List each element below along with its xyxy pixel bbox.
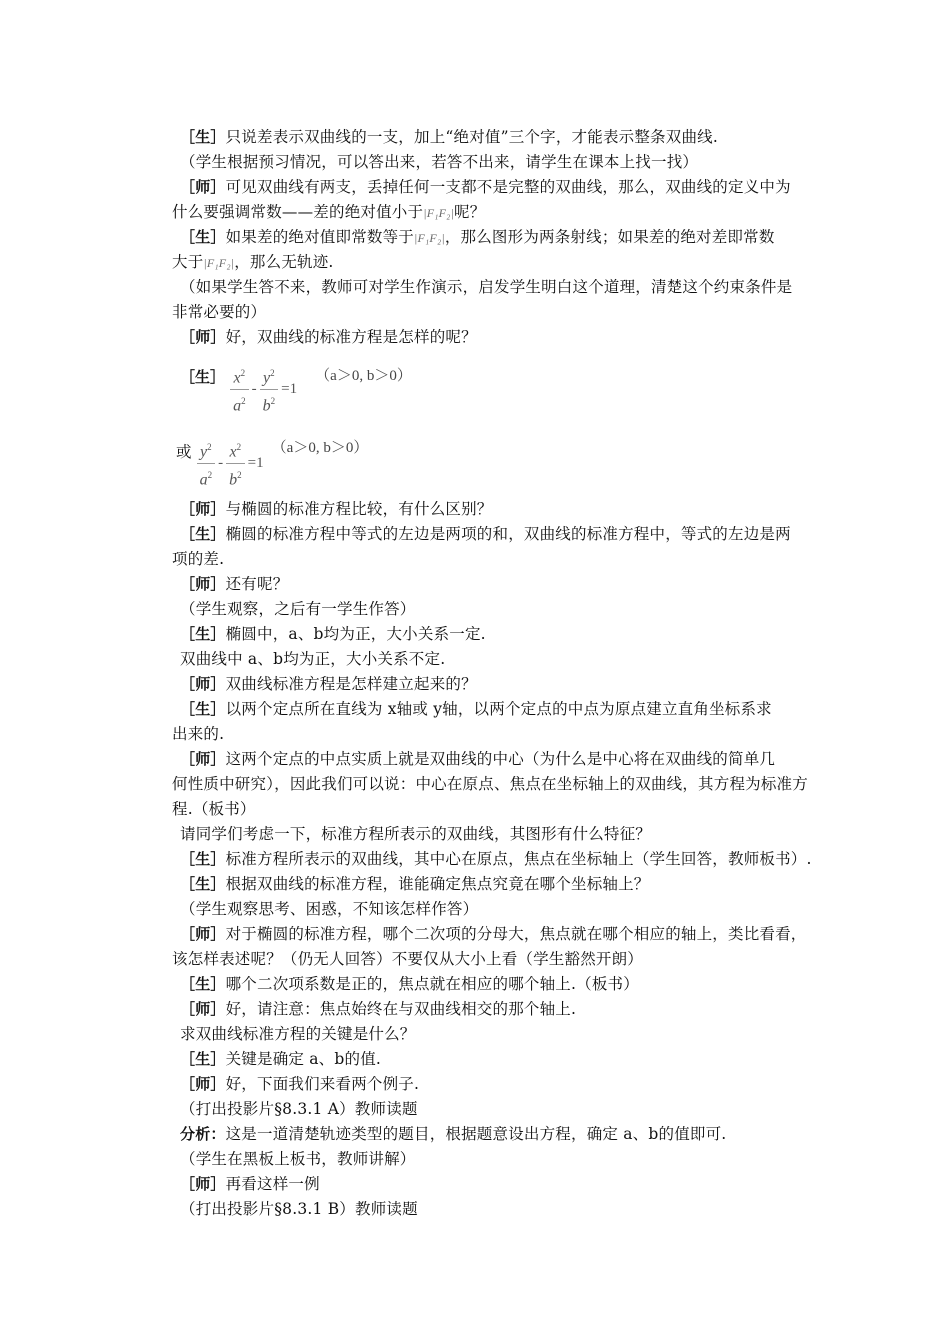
line-25 xyxy=(180,874,650,894)
speaker-tag: ［师］ xyxy=(180,1075,226,1093)
line-text: 程.（板书） xyxy=(172,800,256,818)
speaker-tag: ［生］ xyxy=(180,700,226,718)
line-8 xyxy=(172,302,266,322)
speaker-tag: ［生］ xyxy=(180,228,226,246)
minus-sign: - xyxy=(251,381,257,398)
line-text: （学生观察思考、困惑，不知该怎样作答） xyxy=(180,900,479,918)
line-3 xyxy=(180,177,791,197)
line-text: 还有呢？ xyxy=(225,575,289,593)
line-18 xyxy=(180,699,772,719)
line-16 xyxy=(180,649,445,669)
abs-f1f2: |F₁F₂| xyxy=(203,256,235,270)
line-27 xyxy=(180,924,807,944)
speaker-tag: ［师］ xyxy=(180,328,226,346)
abs-f1f2: |F₁F₂| xyxy=(414,231,445,245)
speaker-tag: ［师］ xyxy=(180,675,226,693)
speaker-tag: ［生］ xyxy=(180,525,226,543)
fraction-x2-a2: $\frac{x^2}{a^2}$ xyxy=(230,362,249,418)
line-text: 如果差的绝对值即常数等于 xyxy=(225,228,415,246)
line-14 xyxy=(180,599,416,619)
line-text: 哪个二次项系数是正的，焦点就在相应的哪个轴上.（板书） xyxy=(225,975,639,993)
line-text: 大于 xyxy=(172,253,204,271)
line-text: （学生根据预习情况，可以答出来，若答不出来，请学生在课本上找一找） xyxy=(180,153,699,171)
speaker-tag: ［生］ xyxy=(180,368,226,386)
formula-standard-y xyxy=(176,436,368,492)
line-text: 什么要强调常数——差的绝对值小于 xyxy=(172,203,424,221)
line-text: 关键是确定 a、b的值. xyxy=(225,1050,382,1068)
line-12 xyxy=(172,549,224,569)
line-text: 这两个定点的中点实质上就是双曲线的中心（为什么是中心将在双曲线的简单几 xyxy=(225,750,776,768)
line-text: 以两个定点所在直线为 x轴或 y轴，以两个定点的中点为原点建立直角坐标系求 xyxy=(225,700,772,718)
line-text: 根据双曲线的标准方程，谁能确定焦点究竟在哪个坐标轴上？ xyxy=(225,875,650,893)
line-text: ，那么无轨迹. xyxy=(234,253,334,271)
line-1 xyxy=(180,127,718,147)
line-10 xyxy=(180,499,493,519)
line-23 xyxy=(180,824,651,844)
line-26 xyxy=(180,899,478,919)
line-29 xyxy=(180,974,639,994)
fraction-x2-b2: $\frac{x^2}{b^2}$ xyxy=(226,436,245,492)
line-text: 只说差表示双曲线的一支，加上“绝对值”三个字，才能表示整条双曲线. xyxy=(225,128,718,146)
line-11 xyxy=(180,524,791,544)
fraction-y2-b2: $\frac{y^2}{b^2}$ xyxy=(260,362,279,418)
line-21 xyxy=(172,774,808,794)
line-text: 双曲线中 a、b均为正，大小关系不定. xyxy=(180,650,446,668)
analysis-label: 分析： xyxy=(180,1125,226,1143)
line-text: 这是一道清楚轨迹类型的题目，根据题意设出方程，确定 a、b的值即可. xyxy=(225,1125,727,1143)
line-text: 出来的. xyxy=(172,725,225,743)
condition: （a＞0, b＞0） xyxy=(315,368,412,384)
line-text: 可见双曲线有两支，丢掉任何一支都不是完整的双曲线，那么，双曲线的定义中为 xyxy=(225,178,791,196)
line-text: 好，下面我们来看两个例子. xyxy=(225,1075,420,1093)
line-text: 非常必要的） xyxy=(172,303,267,321)
line-20 xyxy=(180,749,775,769)
line-19 xyxy=(172,724,224,744)
line-36 xyxy=(180,1149,416,1169)
speaker-tag: ［生］ xyxy=(180,850,226,868)
speaker-tag: ［生］ xyxy=(180,875,226,893)
line-17 xyxy=(180,674,477,694)
speaker-tag: ［生］ xyxy=(180,975,226,993)
line-text: （打出投影片§8.3.1 A）教师读题 xyxy=(180,1100,418,1118)
line-37 xyxy=(180,1174,320,1194)
line-5 xyxy=(180,227,775,248)
or-word: 或 xyxy=(176,443,192,461)
line-7 xyxy=(180,277,792,297)
line-30 xyxy=(180,999,576,1019)
line-text: 好，双曲线的标准方程是怎样的呢？ xyxy=(225,328,477,346)
speaker-tag: ［师］ xyxy=(180,500,226,518)
line-4 xyxy=(172,202,485,223)
line-13 xyxy=(180,574,288,594)
line-38 xyxy=(180,1199,418,1219)
line-text: 标准方程所表示的双曲线，其中心在原点，焦点在坐标轴上（学生回答，教师板书）. xyxy=(225,850,812,868)
condition: （a＞0, b＞0） xyxy=(271,440,369,456)
line-text: 好，请注意：焦点始终在与双曲线相交的那个轴上. xyxy=(225,1000,577,1018)
line-15 xyxy=(180,624,486,644)
equals-one: =1 xyxy=(247,455,264,472)
line-text: 该怎样表述呢？（仍无人回答）不要仅从大小上看（学生豁然开朗） xyxy=(172,950,644,968)
equals-one: =1 xyxy=(281,381,298,398)
abs-f1f2: |F₁F₂| xyxy=(423,206,455,220)
line-24 xyxy=(180,849,812,869)
line-text: ，那么图形为两条射线；如果差的绝对差即常数 xyxy=(444,228,775,246)
speaker-tag: ［生］ xyxy=(180,1050,226,1068)
line-6 xyxy=(172,252,334,273)
line-text: 对于椭圆的标准方程，哪个二次项的分母大，焦点就在哪个相应的轴上，类比看看， xyxy=(225,925,807,943)
fraction-y2-a2: $\frac{y^2}{a^2}$ xyxy=(197,436,216,492)
speaker-tag: ［师］ xyxy=(180,1175,226,1193)
line-31 xyxy=(180,1024,416,1044)
speaker-tag: ［师］ xyxy=(180,1000,226,1018)
speaker-tag: ［师］ xyxy=(180,750,226,768)
line-2 xyxy=(180,152,698,172)
line-text: （学生观察，之后有一学生作答） xyxy=(180,600,416,618)
line-text: （学生在黑板上板书，教师讲解） xyxy=(180,1150,416,1168)
minus-sign: - xyxy=(218,455,224,472)
line-text: （如果学生答不来，教师可对学生作演示，启发学生明白这个道理，清楚这个约束条件是 xyxy=(180,278,793,296)
line-22 xyxy=(172,799,256,819)
line-text: 椭圆中，a、b均为正，大小关系一定. xyxy=(225,625,486,643)
line-text: 再看这样一例 xyxy=(225,1175,320,1193)
line-34 xyxy=(180,1099,418,1119)
line-32 xyxy=(180,1049,381,1069)
line-28 xyxy=(172,949,643,969)
line-text: （打出投影片§8.3.1 B）教师读题 xyxy=(180,1200,418,1218)
line-text: 何性质中研究），因此我们可以说：中心在原点、焦点在坐标轴上的双曲线，其方程为标准方 xyxy=(172,775,808,793)
speaker-tag: ［师］ xyxy=(180,575,226,593)
line-33 xyxy=(180,1074,419,1094)
line-35 xyxy=(180,1124,726,1144)
line-text: 请同学们考虑一下，标准方程所表示的双曲线，其图形有什么特征？ xyxy=(180,825,652,843)
line-text: 呢？ xyxy=(454,203,486,221)
speaker-tag: ［生］ xyxy=(180,625,226,643)
formula-standard-x xyxy=(180,362,412,418)
line-text: 项的差. xyxy=(172,550,225,568)
line-text: 求双曲线标准方程的关键是什么？ xyxy=(180,1025,416,1043)
speaker-tag: ［师］ xyxy=(180,925,226,943)
line-text: 双曲线标准方程是怎样建立起来的？ xyxy=(225,675,477,693)
line-9 xyxy=(180,327,477,347)
speaker-tag: ［生］ xyxy=(180,128,226,146)
line-text: 椭圆的标准方程中等式的左边是两项的和，双曲线的标准方程中，等式的左边是两 xyxy=(225,525,791,543)
speaker-tag: ［师］ xyxy=(180,178,226,196)
line-text: 与椭圆的标准方程比较，有什么区别？ xyxy=(225,500,493,518)
